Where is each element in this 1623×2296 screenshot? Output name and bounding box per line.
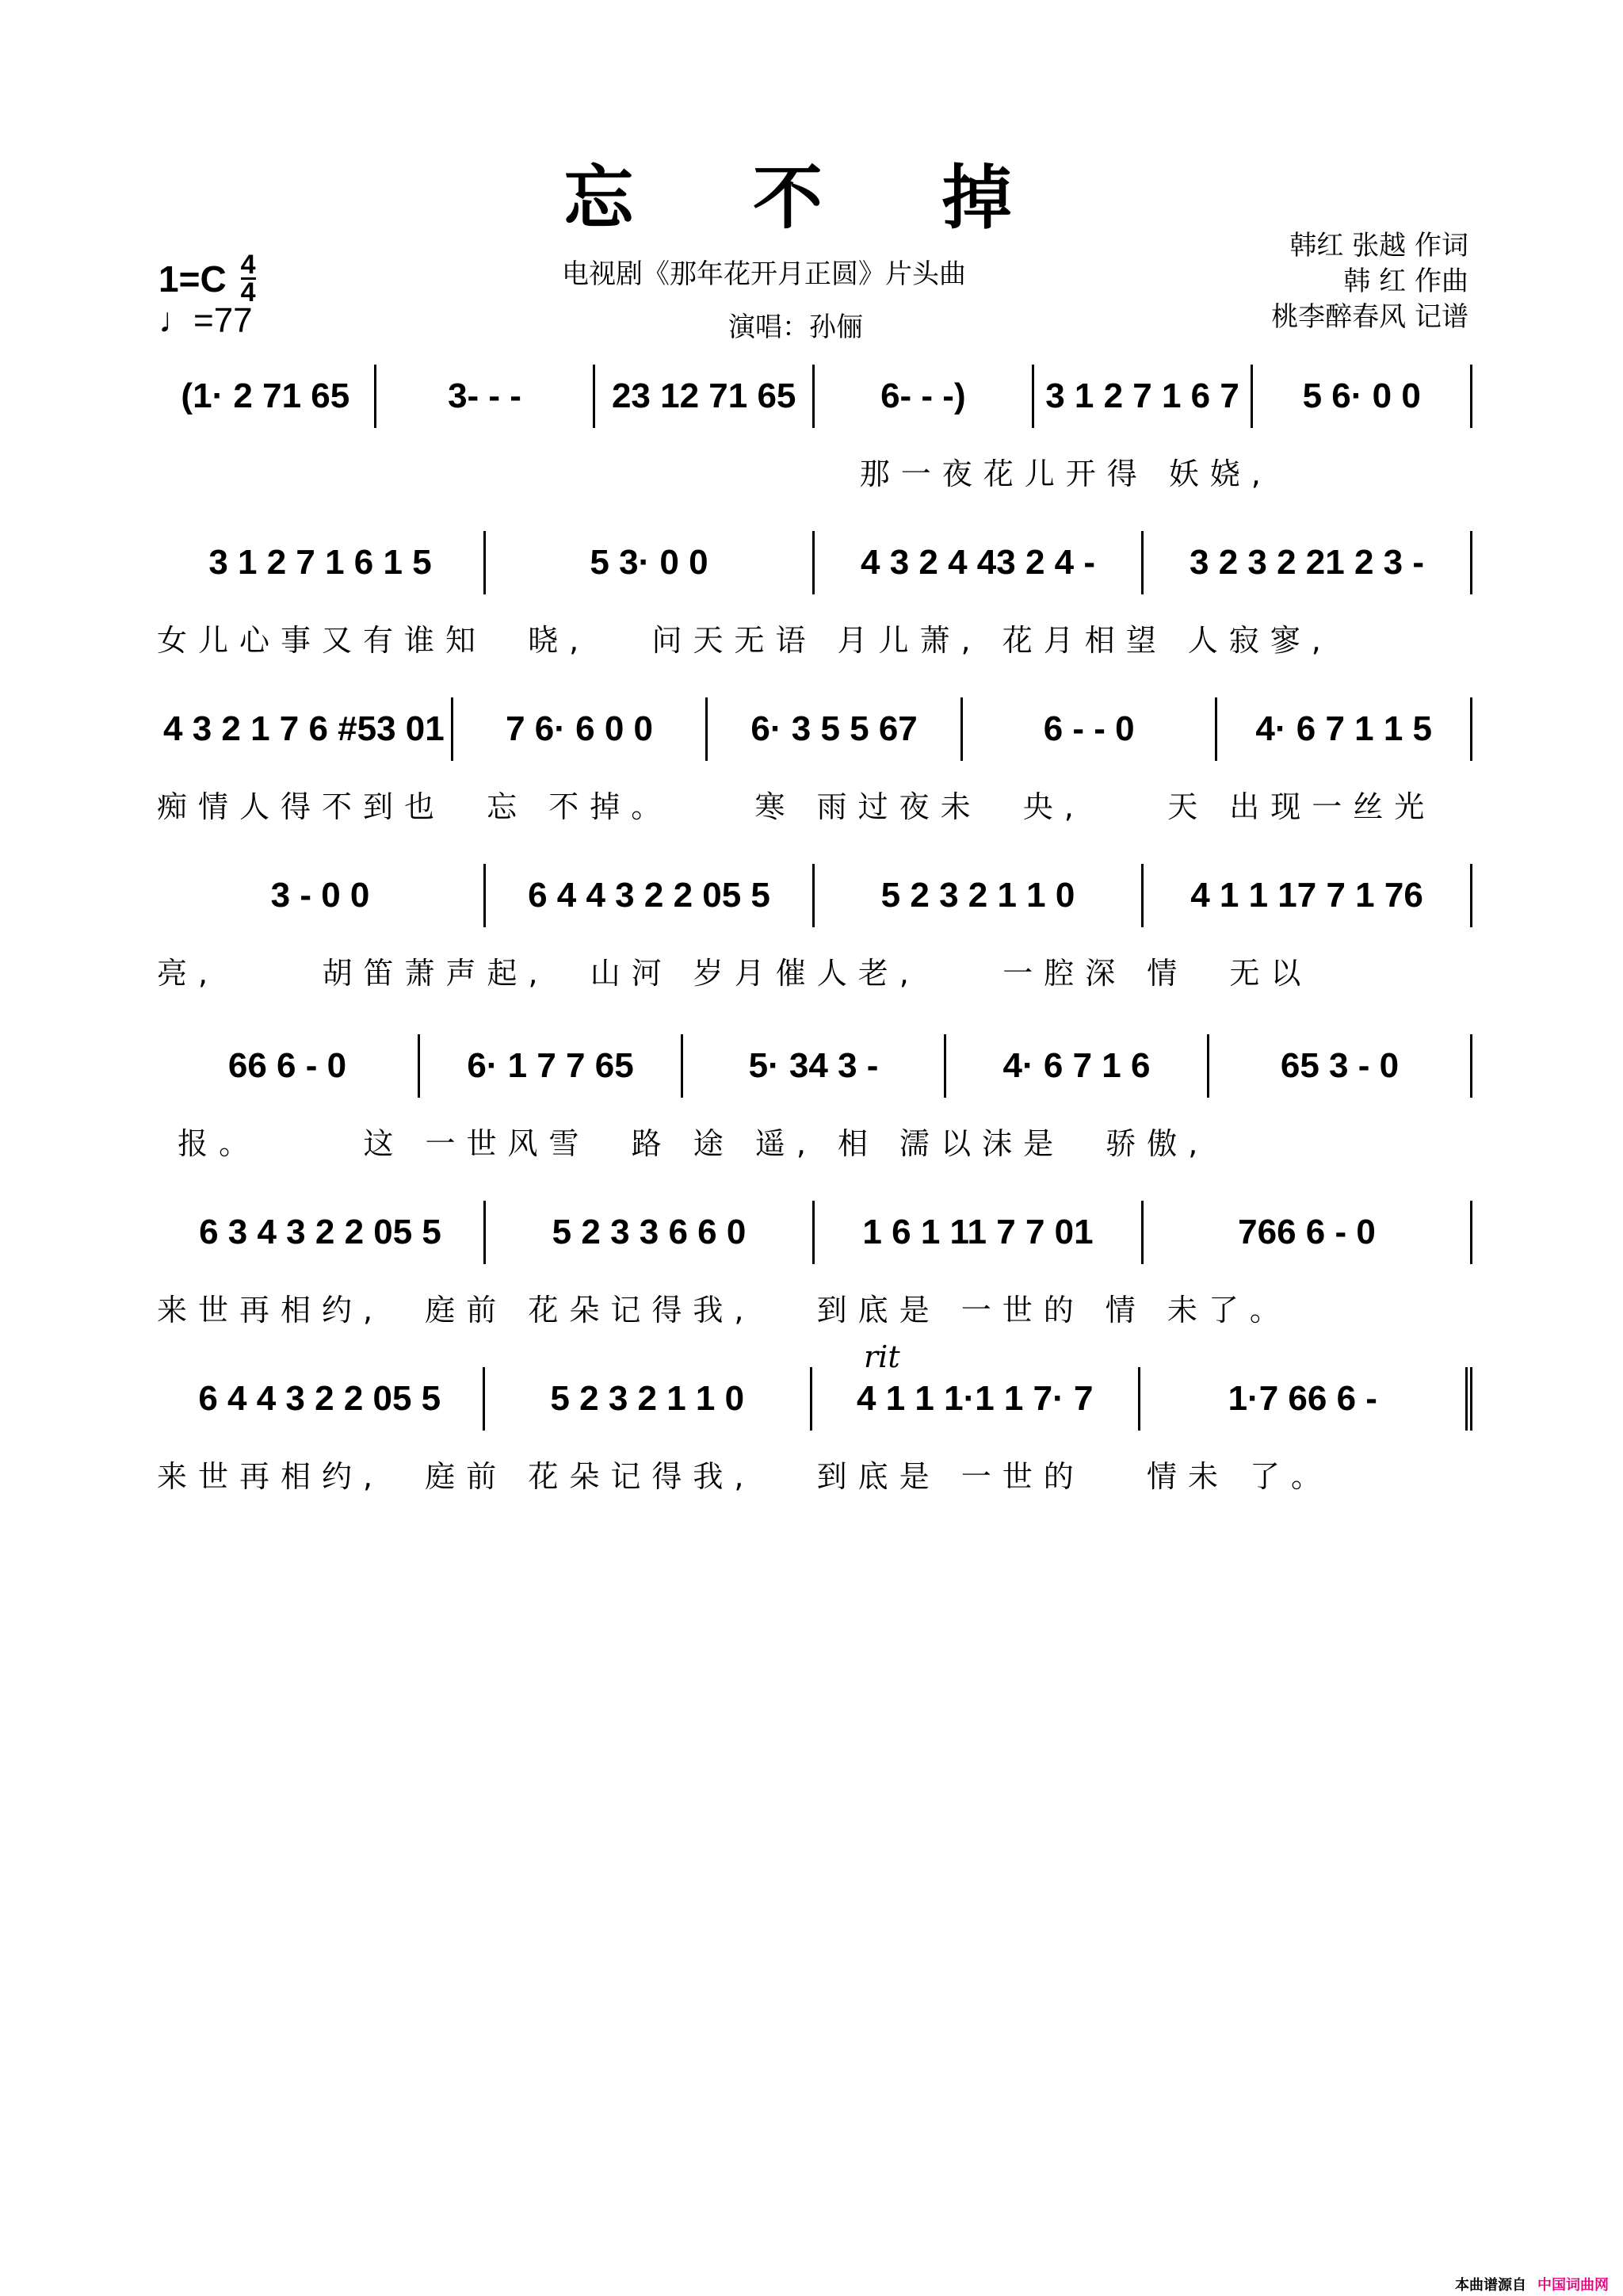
measure: 5· 34 3 -	[683, 1034, 946, 1098]
measure: 7 6· 6 0 0	[453, 697, 708, 761]
key: 1=C	[158, 258, 227, 300]
measure: 4· 6 7 1 1 5	[1217, 697, 1472, 761]
lyricist: 韩红 张越 作词	[1289, 230, 1468, 262]
measure: 766 6 - 0	[1144, 1201, 1472, 1264]
measure: 6 4 4 3 2 2 05 5	[157, 1367, 485, 1431]
measure: (1· 2 71 65	[157, 365, 376, 428]
measure: 1·7 66 6 -	[1140, 1367, 1473, 1431]
notes-row	[157, 1363, 1472, 1435]
measure: 6· 1 7 7 65	[420, 1034, 683, 1098]
measure: 4 1 1 1·1 1 7· 7	[812, 1367, 1140, 1431]
measure: 6- - -)	[815, 365, 1034, 428]
transcriber: 桃李醉春风 记谱	[1271, 301, 1468, 333]
time-top: 4	[240, 250, 256, 280]
measure: 65 3 - 0	[1209, 1034, 1472, 1098]
measure: 6 - - 0	[963, 697, 1218, 761]
song-title: 忘 不 掉	[563, 156, 1060, 239]
lyrics: 来世再相约, 庭前 花朵记得我, 到底是 一世的 情 未了。	[157, 1293, 1291, 1328]
measure: 1 6 1 11 7 7 01	[815, 1201, 1144, 1264]
measure: 4 3 2 4 43 2 4 -	[815, 531, 1144, 594]
staff-line	[157, 361, 1472, 493]
staff-line	[157, 1030, 1472, 1163]
lyrics: 痴情人得不到也 忘 不掉。 寒 雨过夜未 央, 天 出现一丝光	[157, 789, 1436, 824]
measure: 6· 3 5 5 67	[708, 697, 963, 761]
measure: 5 2 3 2 1 1 0	[485, 1367, 813, 1431]
measure: 6 3 4 3 2 2 05 5	[157, 1201, 486, 1264]
measure: 3 1 2 7 1 6 7	[1034, 365, 1254, 428]
measure: 6 4 4 3 2 2 05 5	[486, 864, 815, 927]
footer	[1455, 2274, 1609, 2294]
lyrics: 来世再相约, 庭前 花朵记得我, 到底是 一世的 情未 了。	[157, 1459, 1333, 1494]
staff-line	[157, 860, 1472, 992]
measure: 3 1 2 7 1 6 1 5	[157, 531, 486, 594]
measure: 3 - 0 0	[157, 864, 486, 927]
notes-row	[157, 860, 1472, 931]
measure: 23 12 71 65	[595, 365, 815, 428]
footer-source: 本曲谱源自	[1455, 2277, 1526, 2294]
rit-marking: rit	[864, 1339, 900, 1374]
lyrics: 女儿心事又有谁知 晓, 问天无语 月儿萧, 花月相望 人寂寥,	[157, 623, 1332, 658]
notes-row	[157, 1197, 1472, 1268]
subtitle: 电视剧《那年花开月正圆》片头曲	[562, 258, 966, 290]
footer-brand: 中国词曲网	[1537, 2277, 1609, 2294]
measure: 4· 6 7 1 6	[946, 1034, 1209, 1098]
notes-row	[157, 693, 1472, 765]
tempo: ♩=77	[158, 301, 253, 340]
time-bottom: 4	[240, 277, 256, 308]
measure: 5 2 3 2 1 1 0	[815, 864, 1144, 927]
measure: 5 3· 0 0	[486, 531, 815, 594]
lyrics: 那一夜花儿开得 妖娆,	[157, 457, 1272, 491]
composer: 韩 红 作曲	[1343, 266, 1468, 297]
staff-line	[157, 1197, 1472, 1329]
measure: 4 3 2 1 7 6 #53 01	[157, 697, 453, 761]
credits	[1271, 228, 1468, 335]
staff-line	[157, 527, 1472, 659]
measure: 5 6· 0 0	[1253, 365, 1472, 428]
measure: 3 2 3 2 21 2 3 -	[1144, 531, 1472, 594]
notes-row	[157, 527, 1472, 598]
measure: 66 6 - 0	[157, 1034, 420, 1098]
lyrics: 报。 这 一世风雪 路 途 遥, 相 濡以沫是 骄傲,	[157, 1126, 1209, 1161]
lyrics: 亮, 胡笛萧声起, 山河 岁月催人老, 一腔深 情 无以	[157, 956, 1312, 991]
measure: 5 2 3 3 6 6 0	[486, 1201, 815, 1264]
staff-line	[157, 1363, 1472, 1496]
singer: 演唱：孙俪	[728, 311, 863, 343]
staff-line	[157, 693, 1472, 826]
notes-row	[157, 361, 1472, 432]
measure: 3- - -	[376, 365, 596, 428]
notes-row	[157, 1030, 1472, 1102]
measure: 4 1 1 17 7 1 76	[1144, 864, 1472, 927]
